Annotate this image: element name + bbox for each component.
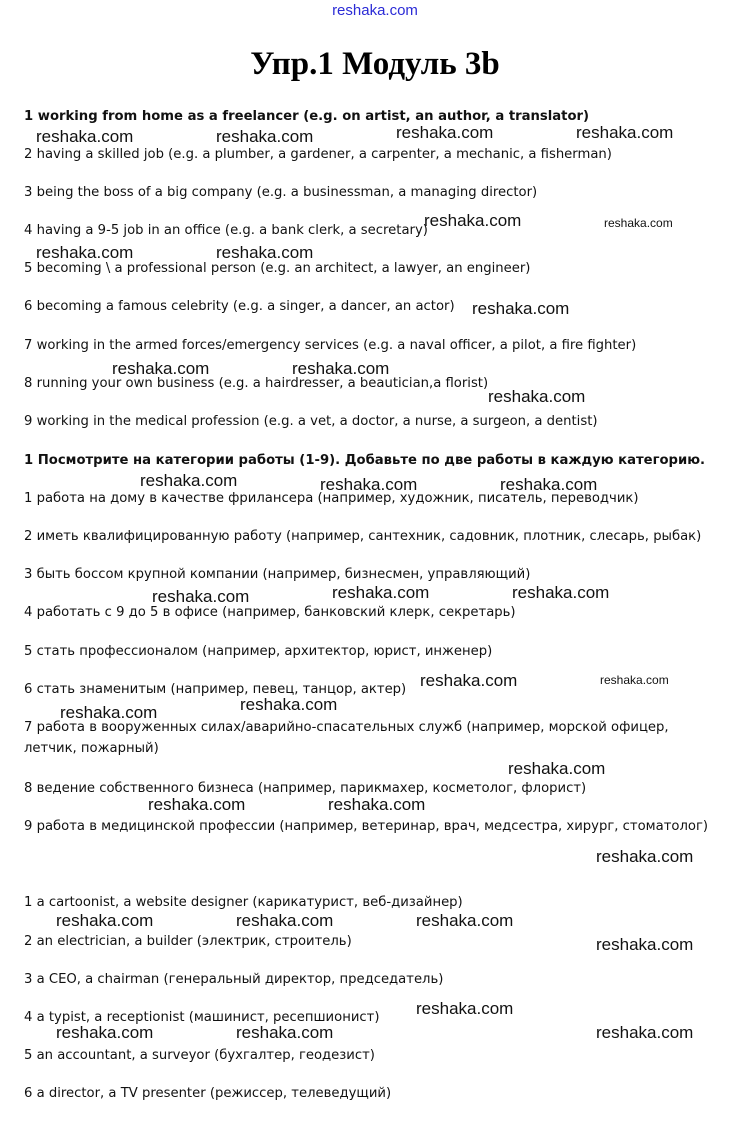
- category-item-en: 2 having a skilled job (e.g. a plumber, a gardener, a carpenter, a mechanic, a fisherman): [24, 147, 612, 162]
- watermark: reshaka.com: [148, 795, 246, 814]
- watermark: reshaka.com: [600, 673, 669, 687]
- watermark: reshaka.com: [596, 935, 694, 954]
- watermark: reshaka.com: [596, 847, 694, 866]
- watermark: reshaka.com: [576, 123, 674, 142]
- watermark: reshaka.com: [420, 671, 518, 690]
- category-heading-en: 1 working from home as a freelancer (e.g. on artist, an author, a translator): [24, 109, 590, 124]
- category-item-ru: 4 работать с 9 до 5 в офисе (например, банковский клерк, секретарь): [24, 605, 516, 620]
- watermark: reshaka.com: [416, 911, 514, 930]
- watermark: reshaka.com: [56, 911, 154, 930]
- category-item-ru: 1 работа на дому в качестве фрилансера (например, художник, писатель, переводчик): [24, 491, 639, 506]
- watermark: reshaka.com: [56, 1023, 154, 1042]
- category-item-en: 8 running your own business (e.g. a hairdresser, a beautician,a florist): [24, 376, 489, 391]
- watermark: reshaka.com: [472, 299, 570, 318]
- watermark: reshaka.com: [236, 1023, 334, 1042]
- watermark: reshaka.com: [328, 795, 426, 814]
- category-item-ru: 9 работа в медицинской профессии (например, ветеринар, врач, медсестра, хирург, стоматолог): [24, 819, 709, 834]
- category-item-en: 6 becoming a famous celebrity (e.g. a singer, a dancer, an actor): [24, 299, 455, 314]
- watermark: reshaka.com: [488, 387, 586, 406]
- watermark: reshaka.com: [36, 243, 134, 262]
- category-item-ru: 3 быть боссом крупной компании (например, бизнесмен, управляющий): [24, 567, 531, 582]
- watermark: reshaka.com: [140, 471, 238, 490]
- watermark: reshaka.com: [332, 583, 430, 602]
- watermark: reshaka.com: [604, 216, 673, 230]
- watermark: reshaka.com: [36, 127, 134, 146]
- watermark: reshaka.com: [216, 243, 314, 262]
- watermark: reshaka.com: [152, 587, 250, 606]
- watermark: reshaka.com: [240, 695, 338, 714]
- site-link[interactable]: reshaka.com: [332, 2, 418, 19]
- category-item-ru: 8 ведение собственного бизнеса (например, парикмахер, косметолог, флорист): [24, 781, 587, 796]
- answer-item: 2 an electrician, a builder (электрик, строитель): [24, 934, 352, 949]
- watermark: reshaka.com: [60, 703, 158, 722]
- answer-item: 1 a cartoonist, a website designer (карикатурист, веб-дизайнер): [24, 895, 463, 910]
- category-item-en: 7 working in the armed forces/emergency services (e.g. a naval officer, a pilot, a fire fighter): [24, 338, 637, 353]
- page-title: Упр.1 Модуль 3b: [250, 46, 500, 82]
- category-item-en: 9 working in the medical profession (e.g. a vet, a doctor, a nurse, a surgeon, a dentist): [24, 414, 598, 429]
- watermark: reshaka.com: [112, 359, 210, 378]
- watermark: reshaka.com: [236, 911, 334, 930]
- watermark: reshaka.com: [508, 759, 606, 778]
- watermark: reshaka.com: [596, 1023, 694, 1042]
- category-item-ru: 5 стать профессионалом (например, архитектор, юрист, инженер): [24, 644, 493, 659]
- watermark: reshaka.com: [512, 583, 610, 602]
- answer-item: 6 a director, a TV presenter (режиссер, телеведущий): [24, 1086, 392, 1101]
- category-item-ru: 6 стать знаменитым (например, певец, танцор, актер): [24, 682, 407, 697]
- watermark: reshaka.com: [396, 123, 494, 142]
- watermark: reshaka.com: [424, 211, 522, 230]
- answer-item: 4 a typist, a receptionist (машинист, ресепшионист): [24, 1010, 380, 1025]
- watermark: reshaka.com: [416, 999, 514, 1018]
- category-item-en: 5 becoming \ a professional person (e.g. an architect, a lawyer, an engineer): [24, 261, 531, 276]
- watermark: reshaka.com: [500, 475, 598, 494]
- watermark: reshaka.com: [320, 475, 418, 494]
- answer-item: 5 an accountant, a surveyor (бухгалтер, геодезист): [24, 1048, 375, 1063]
- answer-item: 3 a CEO, a chairman (генеральный директор, председатель): [24, 972, 444, 987]
- category-item-en: 3 being the boss of a big company (e.g. a businessman, a managing director): [24, 185, 538, 200]
- category-item-en: 4 having a 9-5 job in an office (e.g. a bank clerk, a secretary): [24, 223, 428, 238]
- instruction-ru: 1 Посмотрите на категории работы (1-9). Добавьте по две работы в каждую категорию.: [24, 453, 706, 468]
- watermark: reshaka.com: [292, 359, 390, 378]
- category-item-ru: 2 иметь квалифицированную работу (например, сантехник, садовник, плотник, слесарь, рыбак): [24, 529, 702, 544]
- category-item-ru: 7 работа в вооруженных силах/аварийно-спасательных служб (например, морской офицер, летчик, пожарный): [24, 720, 669, 756]
- watermark: reshaka.com: [216, 127, 314, 146]
